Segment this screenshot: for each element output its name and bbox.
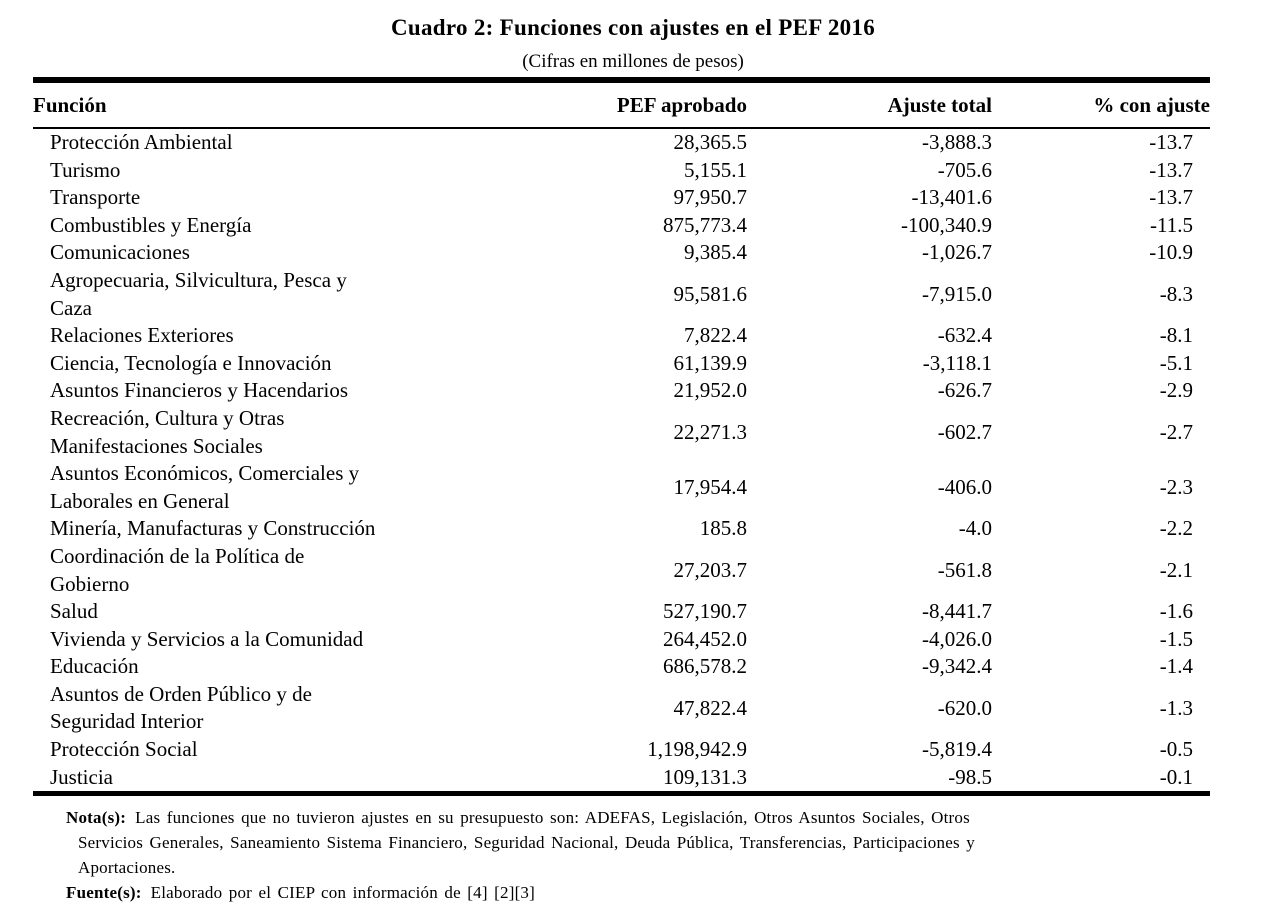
cell-funcion <box>33 350 463 378</box>
funcion-line: Ciencia, Tecnología e Innovación <box>50 350 332 375</box>
cell-pef-aprobado: 109,131.3 <box>663 764 747 789</box>
budget-table <box>33 77 1210 796</box>
funcion-line: Transporte <box>50 185 141 210</box>
cell-pct-con-ajuste: -10.9 <box>1149 240 1193 265</box>
cell-pef-aprobado: 95,581.6 <box>673 281 747 306</box>
funcion-line: Manifestaciones Sociales <box>50 433 263 458</box>
table-row <box>33 239 1210 267</box>
table-row <box>33 653 1210 681</box>
table-row <box>33 681 1210 736</box>
table-row <box>33 543 1210 598</box>
cell-ajuste-total: -4.0 <box>958 516 992 541</box>
cell-funcion <box>33 239 463 267</box>
cell-funcion <box>33 626 463 654</box>
table-row <box>33 460 1210 515</box>
note-line: Aportaciones. <box>78 858 176 877</box>
column-header-ajuste-total: Ajuste total <box>747 80 992 128</box>
cell-pct-con-ajuste: -13.7 <box>1149 157 1193 182</box>
column-header-funcion: Función <box>33 80 463 128</box>
funcion-line: Coordinación de la Política de <box>50 543 305 568</box>
table-row <box>33 267 1210 322</box>
cell-funcion <box>33 212 463 240</box>
cell-pef-aprobado: 9,385.4 <box>684 240 747 265</box>
cell-pct-con-ajuste: -1.3 <box>1159 695 1193 720</box>
cell-funcion <box>33 322 463 350</box>
cell-pct-con-ajuste: -2.7 <box>1159 419 1193 444</box>
table-row <box>33 736 1210 764</box>
cell-pct-con-ajuste: -0.5 <box>1159 737 1193 762</box>
cell-funcion <box>33 405 463 460</box>
column-header-pef-aprobado: PEF aprobado <box>463 80 747 128</box>
cell-ajuste-total: -705.6 <box>937 157 992 182</box>
funcion-line: Justicia <box>50 764 113 789</box>
cell-pct-con-ajuste: -5.1 <box>1159 350 1193 375</box>
funcion-line: Asuntos de Orden Público y de <box>50 681 312 706</box>
table-row <box>33 128 1210 157</box>
cell-pef-aprobado: 22,271.3 <box>673 419 747 444</box>
table-row <box>33 322 1210 350</box>
cell-pef-aprobado: 47,822.4 <box>673 695 747 720</box>
funcion-line: Relaciones Exteriores <box>50 323 234 348</box>
table-row <box>33 764 1210 794</box>
cell-pct-con-ajuste: -2.9 <box>1159 378 1193 403</box>
note-line <box>66 805 975 830</box>
cell-funcion <box>33 377 463 405</box>
cell-pef-aprobado: 5,155.1 <box>684 157 747 182</box>
funcion-line: Comunicaciones <box>50 240 190 265</box>
table-row <box>33 212 1210 240</box>
cell-pct-con-ajuste: -8.3 <box>1159 281 1193 306</box>
funcion-line: Protección Social <box>50 737 198 762</box>
cell-pct-con-ajuste: -8.1 <box>1159 323 1193 348</box>
notes-block <box>66 805 975 880</box>
cell-pct-con-ajuste: -1.4 <box>1159 654 1193 679</box>
cell-pef-aprobado: 61,139.9 <box>673 350 747 375</box>
cell-funcion <box>33 157 463 185</box>
cell-pct-con-ajuste: -1.5 <box>1159 626 1193 651</box>
cell-ajuste-total: -8,441.7 <box>922 599 992 624</box>
source-text: Elaborado por el CIEP con información de [4] [2][3] <box>150 883 535 902</box>
column-header-pct-con-ajuste: % con ajuste <box>992 80 1210 128</box>
table-row <box>33 598 1210 626</box>
table-row <box>33 377 1210 405</box>
cell-funcion <box>33 515 463 543</box>
cell-ajuste-total: -4,026.0 <box>922 626 992 651</box>
cell-pct-con-ajuste: -2.2 <box>1159 516 1193 541</box>
funcion-line: Vivienda y Servicios a la Comunidad <box>50 626 364 651</box>
table-row <box>33 626 1210 654</box>
cell-pef-aprobado: 527,190.7 <box>663 599 747 624</box>
funcion-line: Caza <box>50 295 92 320</box>
funcion-line: Salud <box>50 599 98 624</box>
cell-ajuste-total: -406.0 <box>937 474 992 499</box>
cell-funcion <box>33 653 463 681</box>
cell-pef-aprobado: 21,952.0 <box>673 378 747 403</box>
funcion-line: Asuntos Financieros y Hacendarios <box>50 378 349 403</box>
funcion-line: Asuntos Económicos, Comerciales y <box>50 461 360 486</box>
cell-pef-aprobado: 1,198,942.9 <box>647 737 747 762</box>
funcion-line: Protección Ambiental <box>50 130 233 154</box>
cell-pef-aprobado: 7,822.4 <box>684 323 747 348</box>
cell-funcion <box>33 128 463 157</box>
cell-pef-aprobado: 27,203.7 <box>673 557 747 582</box>
cell-pef-aprobado: 875,773.4 <box>663 212 747 237</box>
source-block <box>66 880 535 905</box>
source-label: Fuente(s): <box>66 883 142 902</box>
table-caption-subtitle: (Cifras en millones de pesos) <box>522 51 744 72</box>
cell-ajuste-total: -7,915.0 <box>922 281 992 306</box>
cell-ajuste-total: -620.0 <box>937 695 992 720</box>
cell-ajuste-total: -98.5 <box>948 764 992 789</box>
table-body <box>33 128 1210 794</box>
table-row <box>33 184 1210 212</box>
cell-funcion <box>33 598 463 626</box>
cell-funcion <box>33 736 463 764</box>
cell-funcion <box>33 764 463 794</box>
cell-ajuste-total: -1,026.7 <box>922 240 992 265</box>
funcion-line: Gobierno <box>50 571 130 596</box>
funcion-line: Laborales en General <box>50 488 230 513</box>
cell-pef-aprobado: 97,950.7 <box>673 185 747 210</box>
cell-ajuste-total: -100,340.9 <box>901 212 992 237</box>
funcion-line: Combustibles y Energía <box>50 212 252 237</box>
cell-ajuste-total: -13,401.6 <box>911 185 992 210</box>
cell-pct-con-ajuste: -13.7 <box>1149 185 1193 210</box>
cell-ajuste-total: -626.7 <box>937 378 992 403</box>
cell-funcion <box>33 681 463 736</box>
funcion-line: Educación <box>50 654 139 679</box>
table-row <box>33 515 1210 543</box>
cell-pct-con-ajuste: -2.1 <box>1159 557 1193 582</box>
table-row <box>33 157 1210 185</box>
cell-ajuste-total: -9,342.4 <box>922 654 992 679</box>
cell-funcion <box>33 543 463 598</box>
cell-pef-aprobado: 185.8 <box>699 516 747 541</box>
note-text: Las funciones que no tuvieron ajustes en su presupuesto son: ADEFAS, Legislación, Otros Asuntos Sociales, Otros <box>135 808 970 827</box>
cell-ajuste-total: -3,888.3 <box>922 130 992 154</box>
cell-pef-aprobado: 686,578.2 <box>663 654 747 679</box>
cell-ajuste-total: -602.7 <box>937 419 992 444</box>
cell-pef-aprobado: 264,452.0 <box>663 626 747 651</box>
notes-label: Nota(s): <box>66 808 127 827</box>
note-line: Servicios Generales, Saneamiento Sistema Financiero, Seguridad Nacional, Deuda Pública, Transferencias, Participaciones y <box>78 833 975 852</box>
funcion-line: Recreación, Cultura y Otras <box>50 405 285 430</box>
cell-ajuste-total: -561.8 <box>937 557 992 582</box>
cell-ajuste-total: -3,118.1 <box>922 350 992 375</box>
funcion-line: Seguridad Interior <box>50 709 204 734</box>
cell-pct-con-ajuste: -11.5 <box>1150 212 1193 237</box>
cell-funcion <box>33 184 463 212</box>
cell-pef-aprobado: 28,365.5 <box>673 130 747 154</box>
cell-pct-con-ajuste: -13.7 <box>1149 130 1193 154</box>
cell-funcion <box>33 460 463 515</box>
table-row <box>33 405 1210 460</box>
funcion-line: Minería, Manufacturas y Construcción <box>50 516 376 541</box>
cell-pef-aprobado: 17,954.4 <box>673 474 747 499</box>
cell-pct-con-ajuste: -2.3 <box>1159 474 1193 499</box>
cell-pct-con-ajuste: -0.1 <box>1159 764 1193 789</box>
cell-ajuste-total: -632.4 <box>937 323 992 348</box>
funcion-line: Agropecuaria, Silvicultura, Pesca y <box>50 267 347 292</box>
cell-funcion <box>33 267 463 322</box>
table-row <box>33 350 1210 378</box>
cell-pct-con-ajuste: -1.6 <box>1159 599 1193 624</box>
table-caption-title: Cuadro 2: Funciones con ajustes en el PEF 2016 <box>390 15 876 40</box>
table-header-row <box>33 80 1210 128</box>
funcion-line: Turismo <box>50 157 121 182</box>
cell-ajuste-total: -5,819.4 <box>922 737 992 762</box>
